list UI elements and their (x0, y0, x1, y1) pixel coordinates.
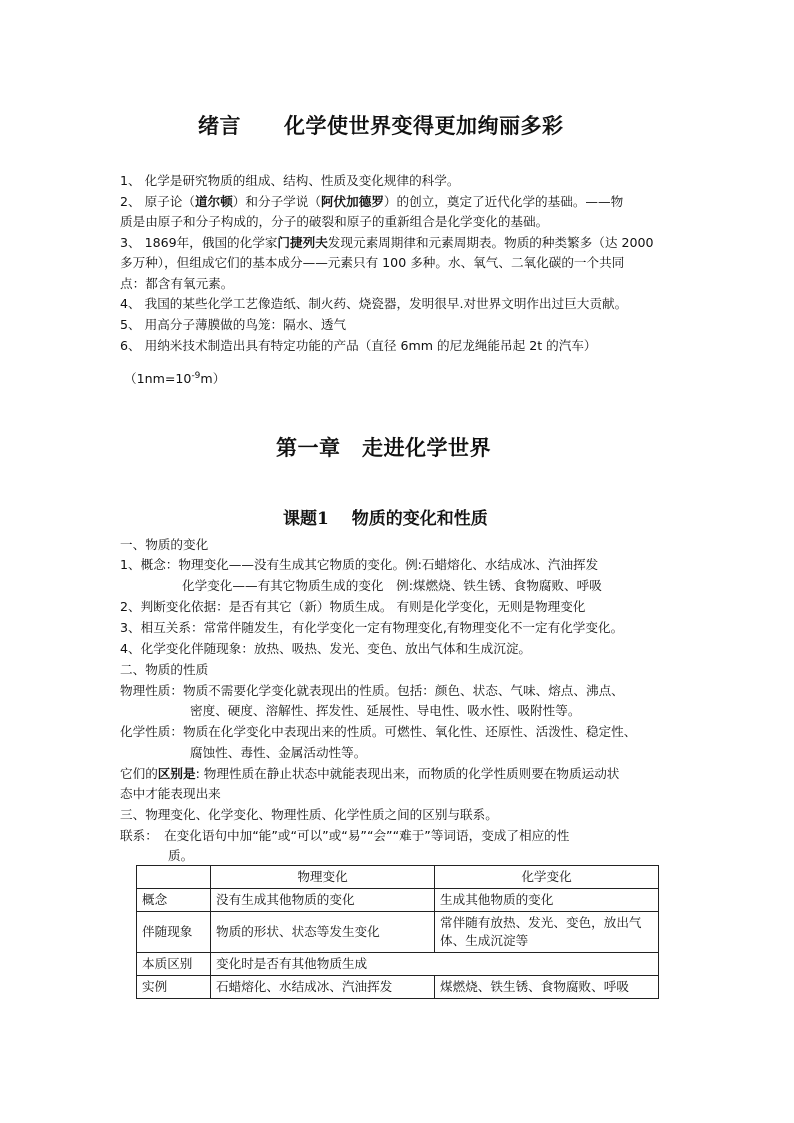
table-row (137, 912, 659, 953)
row-label-essence: 本质区别 (137, 953, 211, 976)
relation-text: 联系： 在变化语句中加“能”或“可以”或“易”“会”“难于”等词语，变成了相应的性 (120, 828, 570, 843)
nm-note (124, 369, 225, 389)
section-heading-relations: 三、物理变化、化学变化、物理性质、化学性质之间的区别与联系。 (120, 807, 498, 822)
relation-text-cont: 质。 (168, 848, 194, 863)
intro-item-2 (120, 192, 623, 212)
table-header-chemical: 化学变化 (435, 866, 659, 889)
difference-bold: 区别是 (157, 766, 196, 781)
intro-item-3-cont1: 多万种），但组成它们的基本成分——元素只有 100 多种。水、氧气、二氧化碳的一个共同 (120, 255, 625, 270)
chemical-properties: 化学性质：物质在化学变化中表现出来的性质。可燃性、氧化性、还原性、活泼性、稳定性、 (120, 724, 637, 739)
row-label-concept: 概念 (137, 889, 211, 912)
nm-note-suffix: m） (200, 371, 226, 386)
chapter-title: 第一章 走进化学世界 (276, 435, 491, 460)
intro-item-3-text-post: 发现元素周期律和元素周期表。物质的种类繁多（达 2000 (327, 235, 654, 250)
nm-note-exponent: -9 (191, 371, 201, 381)
row-label-examples: 实例 (137, 976, 211, 999)
intro-item-5: 5、 用高分子薄膜做的鸟笼：隔水、透气 (120, 317, 347, 332)
mendeleev-name: 门捷列夫 (277, 235, 328, 250)
daerdun-name: 道尔顿 (195, 194, 233, 209)
judgement-basis: 2、判断变化依据：是否有其它（新）物质生成。 有则是化学变化，无则是物理变化 (120, 599, 586, 614)
row-label-phenomena: 伴随现象 (137, 912, 211, 953)
section-heading-properties: 二、物质的性质 (120, 662, 209, 677)
intro-item-2-text-mid: ）和分子学说（ (232, 194, 321, 209)
section-heading-changes: 一、物质的变化 (120, 537, 209, 552)
intro-item-2-text-post: ）的创立，奠定了近代化学的基础。——物 (383, 194, 624, 209)
physical-properties-cont: 密度、硬度、溶解性、挥发性、延展性、导电性、吸水性、吸附性等。 (190, 703, 581, 718)
cell-chemical: 煤燃烧、铁生锈、食物腐败、呼吸 (435, 976, 659, 999)
intro-item-3-text: 3、 1869年，俄国的化学家 (120, 235, 278, 250)
cell-physical: 石蜡熔化、水结成冰、汽油挥发 (211, 976, 435, 999)
cell-merged: 变化时是否有其他物质生成 (211, 953, 659, 976)
table-row (137, 889, 659, 912)
cell-chemical: 生成其他物质的变化 (435, 889, 659, 912)
intro-item-3 (120, 233, 654, 253)
physical-properties: 物理性质：物质不需要化学变化就表现出的性质。包括：颜色、状态、气味、熔点、沸点、 (120, 683, 624, 698)
nm-note-prefix: （1nm=10 (124, 371, 192, 386)
cell-physical: 物质的形状、状态等发生变化 (211, 912, 435, 953)
table-header-row (137, 866, 659, 889)
lesson-title: 课题1 物质的变化和性质 (283, 509, 488, 529)
avogadro-name: 阿伏加德罗 (320, 194, 384, 209)
table-row (137, 953, 659, 976)
table-header-physical: 物理变化 (211, 866, 435, 889)
difference-line-cont: 态中才能表现出来 (120, 786, 221, 801)
intro-item-1: 1、 化学是研究物质的组成、结构、性质及变化规律的科学。 (120, 173, 460, 188)
concept-chemical-change: 化学变化——有其它物质生成的变化 例:煤燃烧、铁生锈、食物腐败、呼吸 (182, 578, 602, 593)
concept-physical-change: 1、概念：物理变化——没有生成其它物质的变化。例:石蜡熔化、水结成冰、汽油挥发 (120, 557, 599, 572)
difference-line (120, 764, 619, 784)
table-header-empty (137, 866, 211, 889)
intro-item-3-cont2: 点：都含有氧元素。 (120, 276, 234, 291)
intro-item-6: 6、 用纳米技术制造出具有特定功能的产品（直径 6mm 的尼龙绳能吊起 2t 的汽车） (120, 338, 597, 353)
cell-physical: 没有生成其他物质的变化 (211, 889, 435, 912)
difference-prefix: 它们的 (120, 766, 158, 781)
intro-item-2-text: 2、 原子论（ (120, 194, 195, 209)
cell-chemical: 常伴随有放热、发光、变色，放出气体、生成沉淀等 (435, 912, 659, 953)
accompanying-phenomena: 4、化学变化伴随现象：放热、吸热、发光、变色、放出气体和生成沉淀。 (120, 641, 532, 656)
intro-item-2-cont: 质是由原子和分子构成的，分子的破裂和原子的重新组合是化学变化的基础。 (120, 214, 549, 229)
relationship: 3、相互关系：常常伴随发生，有化学变化一定有物理变化,有物理变化不一定有化学变化。 (120, 620, 624, 635)
intro-item-4: 4、 我国的某些化学工艺像造纸、制火药、烧瓷器，发明很早.对世界文明作出过巨大贡献。 (120, 296, 628, 311)
table-row (137, 976, 659, 999)
intro-title: 绪言 化学使世界变得更加绚丽多彩 (198, 113, 564, 138)
comparison-table (136, 865, 659, 999)
chemical-properties-cont: 腐蚀性、毒性、金属活动性等。 (190, 745, 367, 760)
difference-text: : 物理性质在静止状态中就能表现出来，而物质的化学性质则要在物质运动状 (195, 766, 620, 781)
